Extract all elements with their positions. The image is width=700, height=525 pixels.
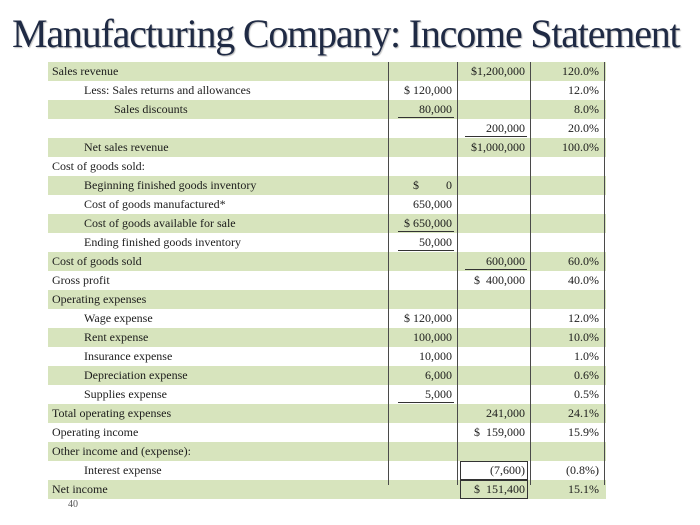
total-cell: 600,000 <box>486 254 525 268</box>
total-cell <box>462 195 525 214</box>
column-divider <box>604 62 605 485</box>
row-label: Cost of goods manufactured* <box>84 197 226 211</box>
table-row <box>48 309 606 328</box>
percent-cell: 15.1% <box>568 482 599 496</box>
percent-cell: 8.0% <box>574 102 599 116</box>
total-cell: 241,000 <box>486 406 525 420</box>
row-label: Depreciation expense <box>84 368 188 382</box>
underline-rule <box>398 117 454 118</box>
row-label <box>52 119 386 138</box>
row-label: Beginning finished goods inventory <box>84 178 257 192</box>
row-label: Sales discounts <box>114 102 188 116</box>
percent-cell: 40.0% <box>568 273 599 287</box>
percent-cell: 0.5% <box>574 387 599 401</box>
subtotal-cell: 6,000 <box>425 368 452 382</box>
row-label: Cost of goods sold: <box>52 159 146 173</box>
income-statement-table <box>48 62 606 496</box>
percent-cell: 60.0% <box>568 254 599 268</box>
row-label: Operating expenses <box>52 292 147 306</box>
total-cell <box>462 100 525 119</box>
subtotal-cell <box>388 290 452 309</box>
table-row <box>48 442 606 461</box>
table-row <box>48 138 606 157</box>
total-cell <box>462 81 525 100</box>
percent-cell <box>536 176 599 195</box>
percent-cell: 0.6% <box>574 368 599 382</box>
percent-cell: (0.8%) <box>566 463 599 477</box>
percent-cell: 1.0% <box>574 349 599 363</box>
row-label: Rent expense <box>84 330 149 344</box>
total-cell: (7,600) <box>490 463 525 477</box>
subtotal-cell: $ 120,000 <box>404 83 452 97</box>
subtotal-cell <box>388 404 452 423</box>
underline-rule <box>398 402 454 403</box>
table-row <box>48 347 606 366</box>
subtotal-cell: 80,000 <box>419 102 452 116</box>
subtotal-cell <box>388 271 452 290</box>
percent-cell: 12.0% <box>568 311 599 325</box>
total-cell <box>462 176 525 195</box>
table-row <box>48 157 606 176</box>
column-divider <box>457 62 458 485</box>
row-label: Less: Sales returns and allowances <box>84 83 251 97</box>
row-label: Total operating expenses <box>52 406 172 420</box>
table-row <box>48 290 606 309</box>
row-label: Net income <box>52 482 108 496</box>
table-row <box>48 195 606 214</box>
row-label: Other income and (expense): <box>52 444 191 458</box>
percent-cell: 100.0% <box>562 140 599 154</box>
row-label: Supplies expense <box>84 387 167 401</box>
total-cell: $1,000,000 <box>471 140 525 154</box>
slide-title: Manufacturing Company: Income Statement <box>12 11 680 56</box>
table-row <box>48 366 606 385</box>
underline-rule <box>398 250 454 251</box>
subtotal-cell <box>388 252 452 271</box>
row-label: Wage expense <box>84 311 153 325</box>
subtotal-cell <box>388 138 452 157</box>
table-row <box>48 423 606 442</box>
subtotal-cell <box>388 461 452 480</box>
table-row <box>48 214 606 233</box>
percent-cell <box>536 195 599 214</box>
table-row <box>48 81 606 100</box>
row-label: Ending finished goods inventory <box>84 235 241 249</box>
percent-cell: 12.0% <box>568 83 599 97</box>
underline-rule <box>465 136 527 137</box>
row-label: Operating income <box>52 425 139 439</box>
percent-cell: 15.9% <box>568 425 599 439</box>
subtotal-cell: 50,000 <box>419 235 452 249</box>
table-row <box>48 176 606 195</box>
table-row <box>48 62 606 81</box>
total-frame <box>460 461 528 480</box>
subtotal-cell <box>388 423 452 442</box>
table-row <box>48 328 606 347</box>
percent-cell: 24.1% <box>568 406 599 420</box>
subtotal-cell <box>388 119 452 138</box>
subtotal-cell: $ 120,000 <box>404 311 452 325</box>
subtotal-cell <box>388 62 452 81</box>
percent-cell <box>536 290 599 309</box>
total-cell <box>462 442 525 461</box>
row-label: Sales revenue <box>52 64 119 78</box>
percent-cell <box>536 442 599 461</box>
percent-cell <box>536 233 599 252</box>
total-cell <box>462 233 525 252</box>
total-frame <box>460 480 528 499</box>
subtotal-cell <box>388 442 452 461</box>
column-divider <box>388 62 389 485</box>
percent-cell: 10.0% <box>568 330 599 344</box>
percent-cell: 120.0% <box>562 64 599 78</box>
total-cell <box>462 214 525 233</box>
underline-rule <box>398 231 454 232</box>
underline-rule <box>465 269 527 270</box>
subtotal-cell: $ 0 <box>413 178 452 192</box>
table-row <box>48 385 606 404</box>
page-number: 40 <box>68 499 78 510</box>
subtotal-cell <box>388 480 452 499</box>
total-cell <box>462 290 525 309</box>
row-label: Insurance expense <box>84 349 173 363</box>
total-cell: $ 400,000 <box>474 273 525 287</box>
percent-cell: 20.0% <box>568 121 599 135</box>
subtotal-cell <box>388 157 452 176</box>
table-row <box>48 404 606 423</box>
table-row <box>48 271 606 290</box>
total-cell <box>462 385 525 404</box>
subtotal-cell: $ 650,000 <box>404 216 452 230</box>
total-cell <box>462 309 525 328</box>
table-row <box>48 233 606 252</box>
table-row <box>48 100 606 119</box>
total-cell: $ 159,000 <box>474 425 525 439</box>
total-cell <box>462 157 525 176</box>
total-cell <box>462 347 525 366</box>
total-cell <box>462 328 525 347</box>
subtotal-cell: 10,000 <box>419 349 452 363</box>
column-divider <box>530 62 531 485</box>
row-label: Cost of goods available for sale <box>84 216 236 230</box>
subtotal-cell: 650,000 <box>413 197 452 211</box>
percent-cell <box>536 157 599 176</box>
percent-cell <box>536 214 599 233</box>
row-label: Interest expense <box>84 463 162 477</box>
row-label: Gross profit <box>52 273 110 287</box>
total-cell: 200,000 <box>486 121 525 135</box>
row-label: Net sales revenue <box>84 140 169 154</box>
subtotal-cell: 100,000 <box>413 330 452 344</box>
total-cell <box>462 366 525 385</box>
total-cell: $1,200,000 <box>471 64 525 78</box>
total-cell: $ 151,400 <box>474 482 525 496</box>
row-label: Cost of goods sold <box>52 254 142 268</box>
subtotal-cell: 5,000 <box>425 387 452 401</box>
